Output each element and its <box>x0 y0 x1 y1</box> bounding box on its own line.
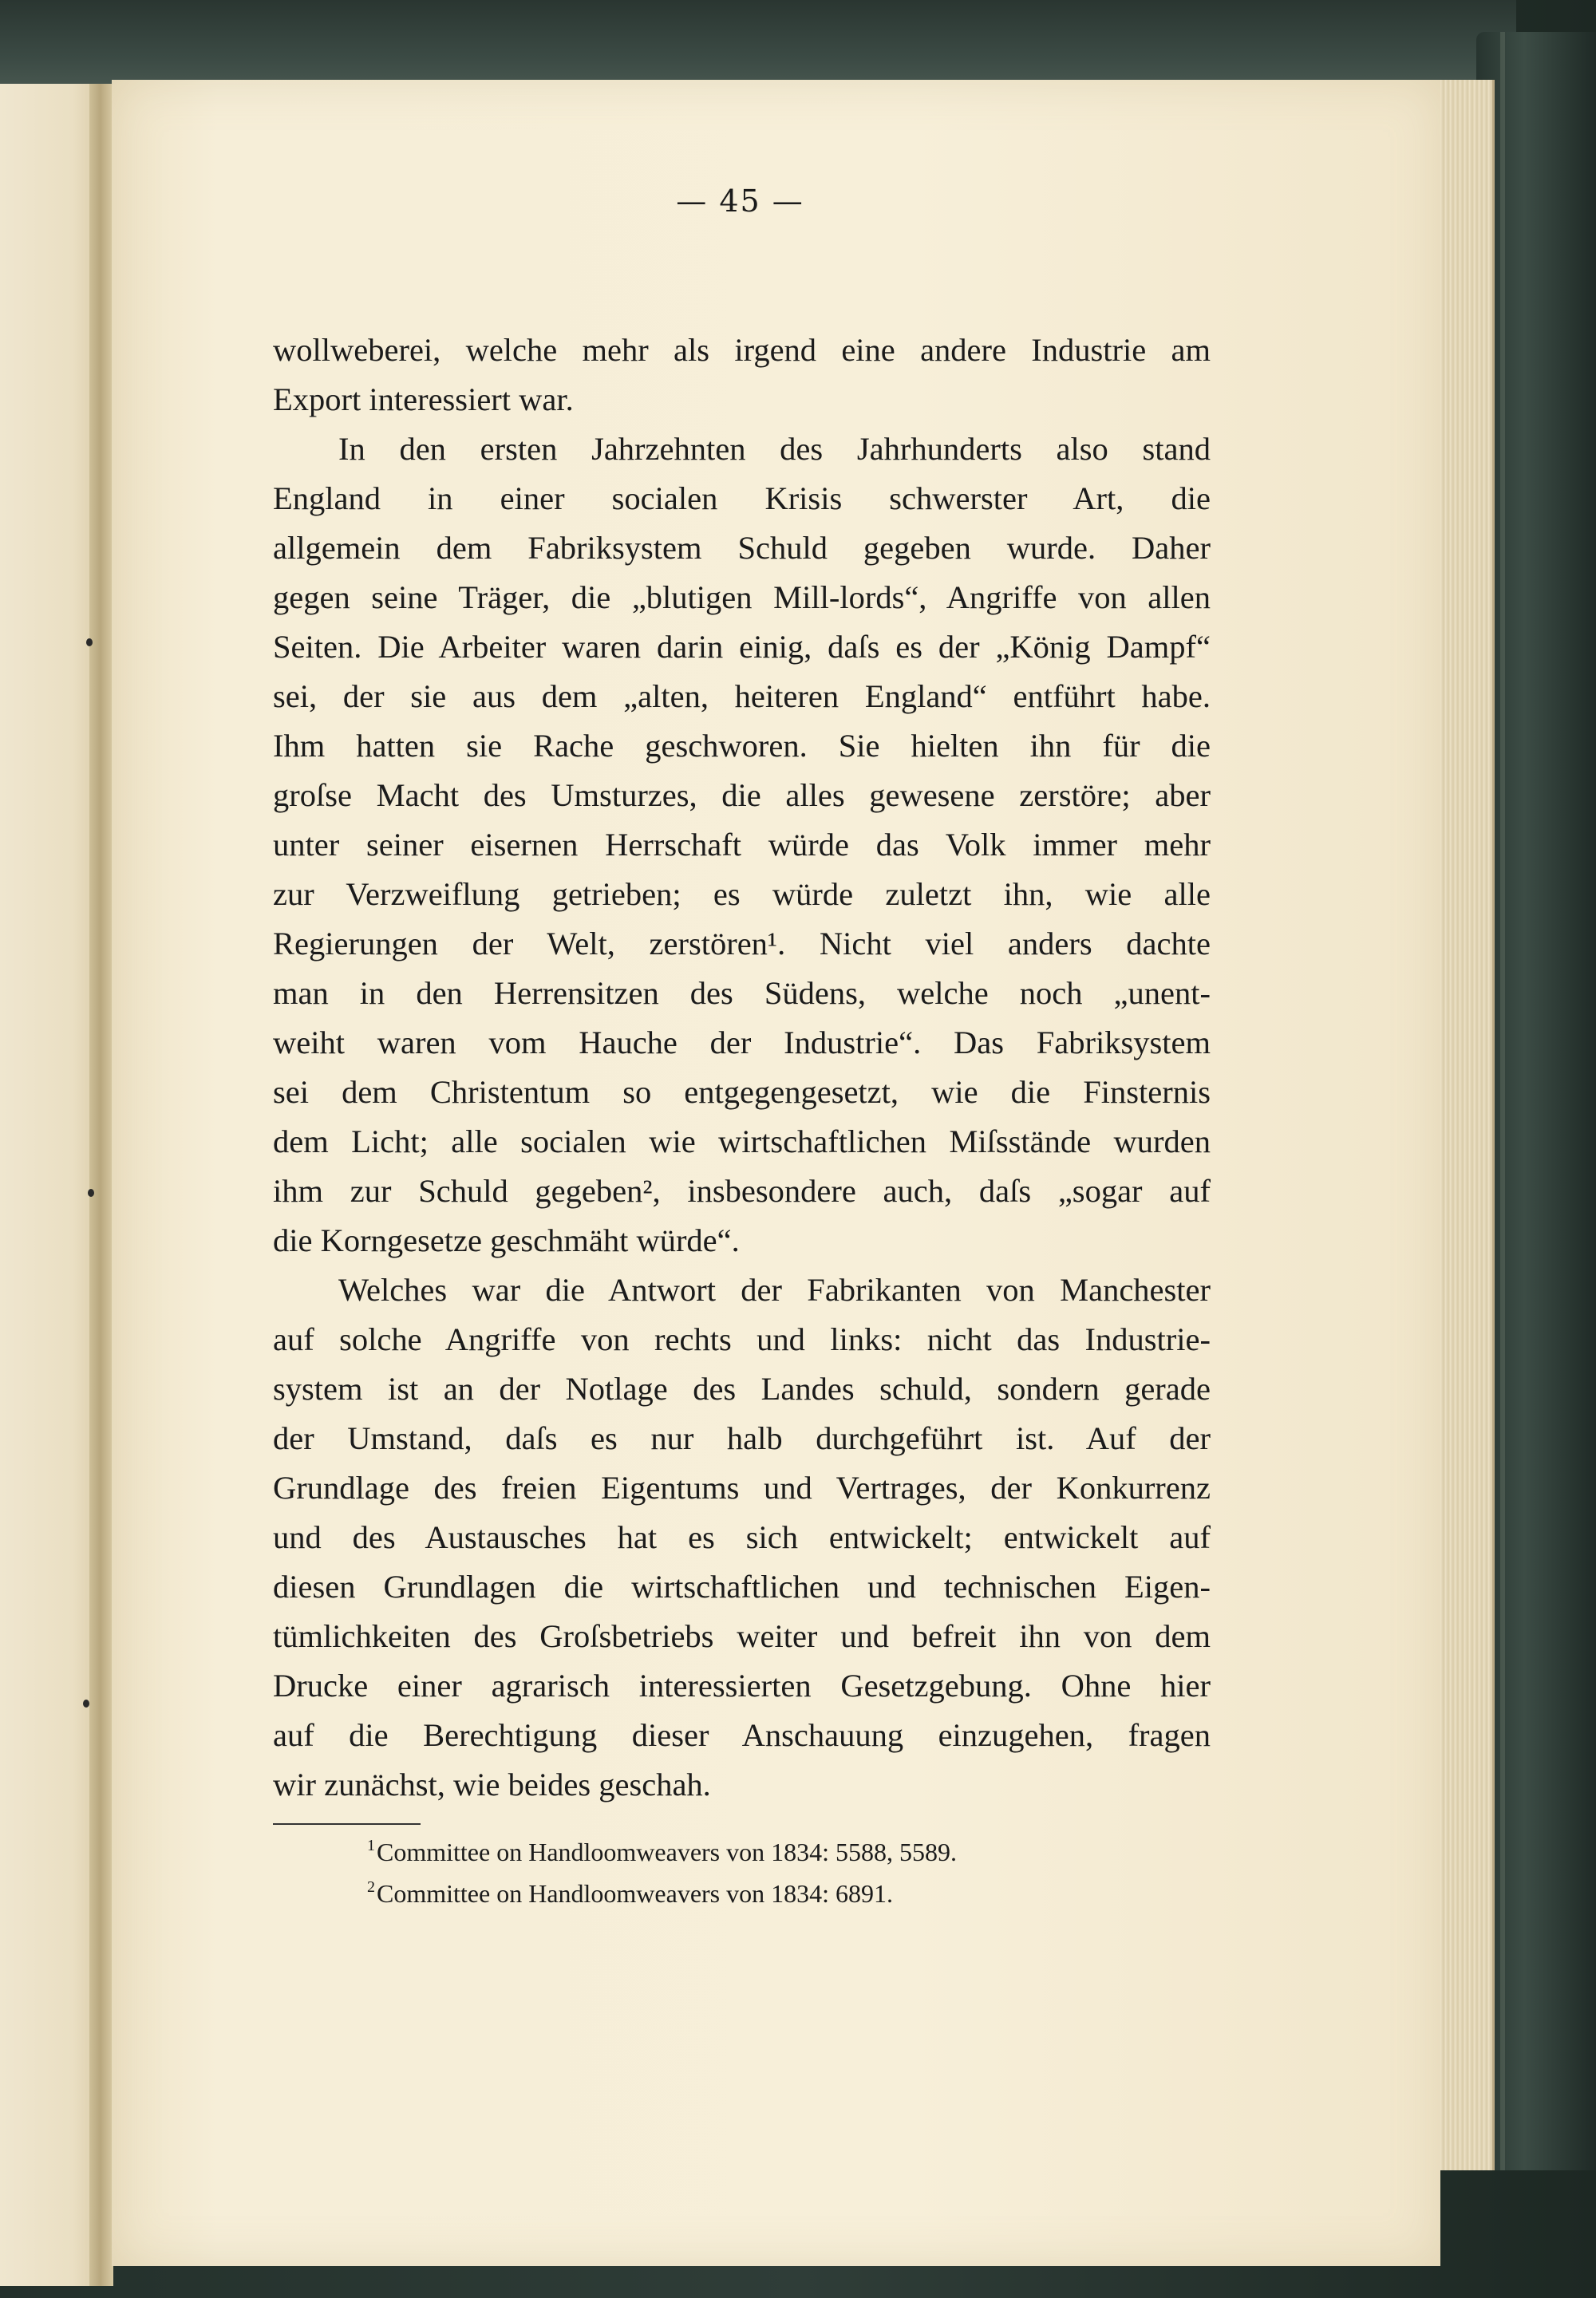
page-edges <box>1436 80 1495 2170</box>
text-line: sei, der sie aus dem „alten, heiteren England“ entführt habe. <box>273 678 1211 714</box>
footnote-mark: 2 <box>367 1878 375 1896</box>
footnote-rule <box>273 1823 421 1825</box>
text-line: zur Verzweiflung getrieben; es würde zuletzt ihn, wie alle <box>273 876 1211 912</box>
book-gutter <box>89 84 113 2286</box>
footnote <box>367 1873 1254 1914</box>
text-line: diesen Grundlagen die wirtschaftlichen und technischen Eigen- <box>273 1569 1211 1605</box>
body-text <box>273 326 1211 1810</box>
footnotes <box>367 1831 1254 1914</box>
text-line: Seiten. Die Arbeiter waren darin einig, daſs es der „König Dampf“ <box>273 629 1211 665</box>
text-line: auf solche Angriffe von rechts und links: nicht das Industrie- <box>273 1321 1211 1357</box>
text-line: Export interessiert war. <box>273 381 574 417</box>
text-line: sei dem Christentum so entgegengesetzt, wie die Finsternis <box>273 1074 1211 1110</box>
footnote-text: Committee on Handloomweavers von 1834: 5588, 5589. <box>377 1838 958 1866</box>
text-line: weiht waren vom Hauche der Industrie“. Das Fabriksystem <box>273 1025 1211 1060</box>
left-page-edge <box>0 84 104 2286</box>
margin-speck <box>83 1700 89 1708</box>
footnote-mark: 1 <box>367 1837 375 1854</box>
text-line: unter seiner eisernen Herrschaft würde das Volk immer mehr <box>273 827 1211 863</box>
margin-speck <box>86 638 93 646</box>
footnote <box>367 1831 1254 1873</box>
text-line: die Korngesetze geschmäht würde“. <box>273 1222 740 1258</box>
text-line: und des Austausches hat es sich entwickelt; entwickelt auf <box>273 1519 1211 1555</box>
text-line: In den ersten Jahrzehnten des Jahrhunderts also stand <box>338 431 1211 467</box>
text-line: Welches war die Antwort der Fabrikanten von Manchester <box>338 1272 1211 1308</box>
text-line: Regierungen der Welt, zerstören¹. Nicht viel anders dachte <box>273 926 1211 961</box>
text-line: allgemein dem Fabriksystem Schuld gegeben wurde. Daher <box>273 530 1211 566</box>
text-line: Ihm hatten sie Rache geschworen. Sie hielten ihn für die <box>273 728 1211 764</box>
text-line: man in den Herrensitzen des Südens, welche noch „unent- <box>273 975 1211 1011</box>
footnote-text: Committee on Handloomweavers von 1834: 6891. <box>377 1879 894 1908</box>
margin-speck <box>88 1189 94 1197</box>
text-line: Drucke einer agrarisch interessierten Gesetzgebung. Ohne hier <box>273 1668 1211 1704</box>
text-line: wir zunächst, wie beides geschah. <box>273 1767 711 1802</box>
text-line: wollweberei, welche mehr als irgend eine andere Industrie am <box>273 332 1211 368</box>
text-line: der Umstand, daſs es nur halb durchgeführt ist. Auf der <box>273 1420 1211 1456</box>
text-line: tümlichkeiten des Groſsbetriebs weiter und befreit ihn von dem <box>273 1618 1211 1654</box>
text-line: gegen seine Träger, die „blutigen Mill-lords“, Angriffe von allen <box>273 579 1211 615</box>
text-line: Grundlage des freien Eigentums und Vertrages, der Konkurrenz <box>273 1470 1211 1506</box>
text-line: system ist an der Notlage des Landes schuld, sondern gerade <box>273 1371 1211 1407</box>
text-line: groſse Macht des Umsturzes, die alles gewesene zerstöre; aber <box>273 777 1211 813</box>
text-line: England in einer socialen Krisis schwerster Art, die <box>273 480 1211 516</box>
text-line: dem Licht; alle socialen wie wirtschaftlichen Miſsstände wurden <box>273 1123 1211 1159</box>
text-line: auf die Berechtigung dieser Anschauung einzugehen, fragen <box>273 1717 1211 1753</box>
text-line: ihm zur Schuld gegeben², insbesondere auch, daſs „sogar auf <box>273 1173 1211 1209</box>
page-number: — 45 — <box>676 184 804 219</box>
